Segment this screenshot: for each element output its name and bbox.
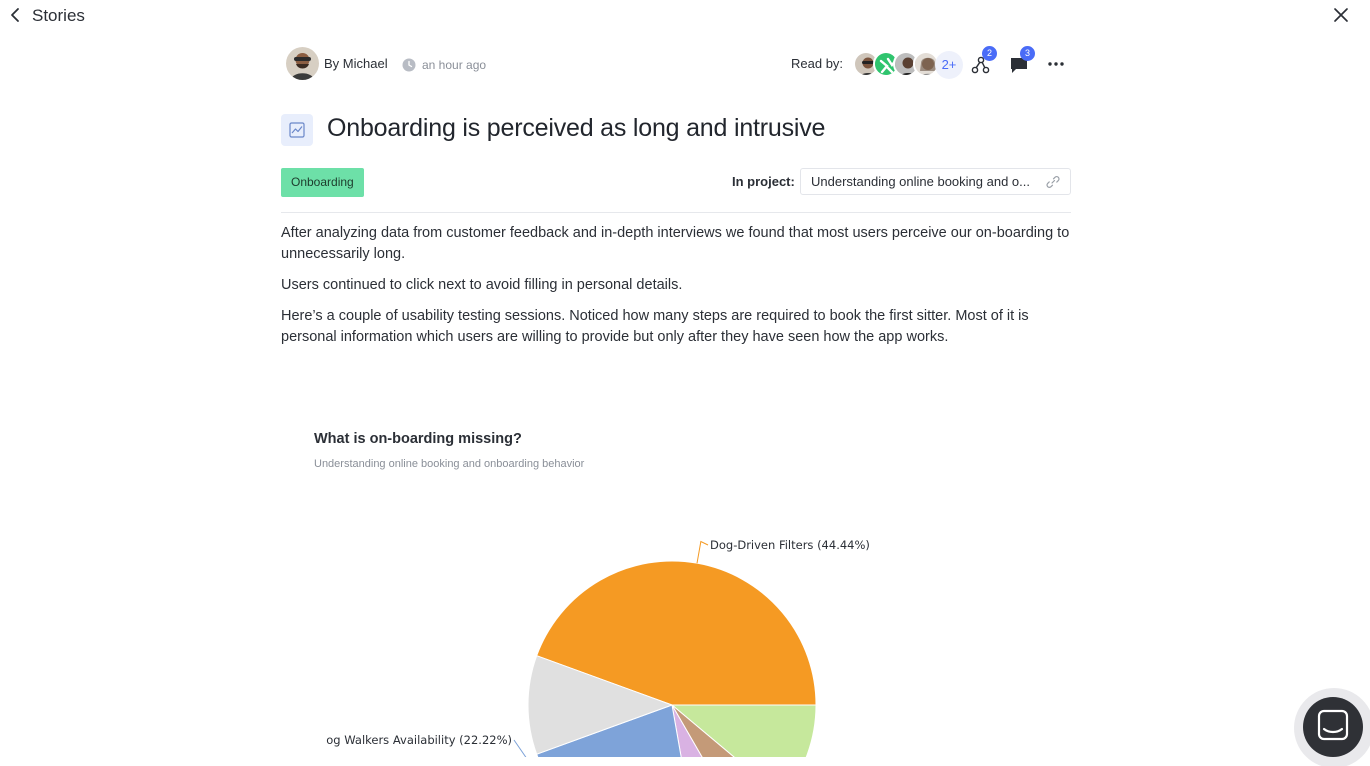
author-avatar[interactable] bbox=[286, 47, 319, 80]
author-name[interactable]: By Michael bbox=[324, 56, 388, 71]
hierarchy-count-badge: 2 bbox=[982, 46, 997, 61]
pie-label-line bbox=[697, 542, 708, 564]
read-by-label: Read by: bbox=[791, 56, 844, 71]
more-options-icon[interactable] bbox=[1046, 55, 1066, 75]
chevron-left-icon[interactable] bbox=[6, 4, 24, 26]
story-paragraph: Users continued to click next to avoid filling in personal details. bbox=[281, 277, 683, 293]
hierarchy-button[interactable] bbox=[970, 48, 992, 76]
divider bbox=[281, 212, 1071, 213]
comments-count-badge: 3 bbox=[1020, 46, 1035, 61]
story-paragraph: After analyzing data from customer feedback and in-depth interviews we found that most users perceive our on-boarding to unnecessarily long. bbox=[281, 225, 1070, 262]
chart-image-icon bbox=[281, 114, 313, 146]
breadcrumb-stories[interactable]: Stories bbox=[32, 6, 85, 25]
clock-icon bbox=[402, 58, 416, 72]
project-label: In project: bbox=[732, 174, 795, 189]
author-row bbox=[286, 47, 1071, 81]
pie-slice-label: og Walkers Availability (22.22%) bbox=[326, 733, 512, 747]
more-readers-count[interactable]: 2+ bbox=[935, 51, 963, 79]
project-selector[interactable] bbox=[800, 168, 1071, 195]
link-icon[interactable] bbox=[1045, 174, 1061, 190]
timestamp: an hour ago bbox=[422, 58, 487, 72]
comments-button[interactable] bbox=[1008, 48, 1030, 76]
chat-icon bbox=[1303, 697, 1363, 757]
pie-slice-label: Dog-Driven Filters (44.44%) bbox=[710, 538, 870, 552]
tag-onboarding[interactable]: Onboarding bbox=[281, 168, 364, 197]
chat-launcher-button[interactable] bbox=[1303, 697, 1363, 757]
chart-title: What is on-boarding missing? bbox=[314, 431, 522, 447]
pie-chart bbox=[314, 480, 1074, 757]
story-title[interactable]: Onboarding is perceived as long and intrusive bbox=[327, 114, 826, 142]
close-icon[interactable] bbox=[1330, 4, 1352, 26]
top-bar bbox=[0, 0, 1370, 32]
project-name: Understanding online booking and o... bbox=[811, 174, 1030, 189]
story-paragraph: Here’s a couple of usability testing sessions. Noticed how many steps are required to book the first sitter. Most of it is personal information which users are willing to provide but only after they have seen how the app works. bbox=[281, 308, 1029, 345]
chart-subtitle: Understanding online booking and onboarding behavior bbox=[314, 458, 585, 470]
